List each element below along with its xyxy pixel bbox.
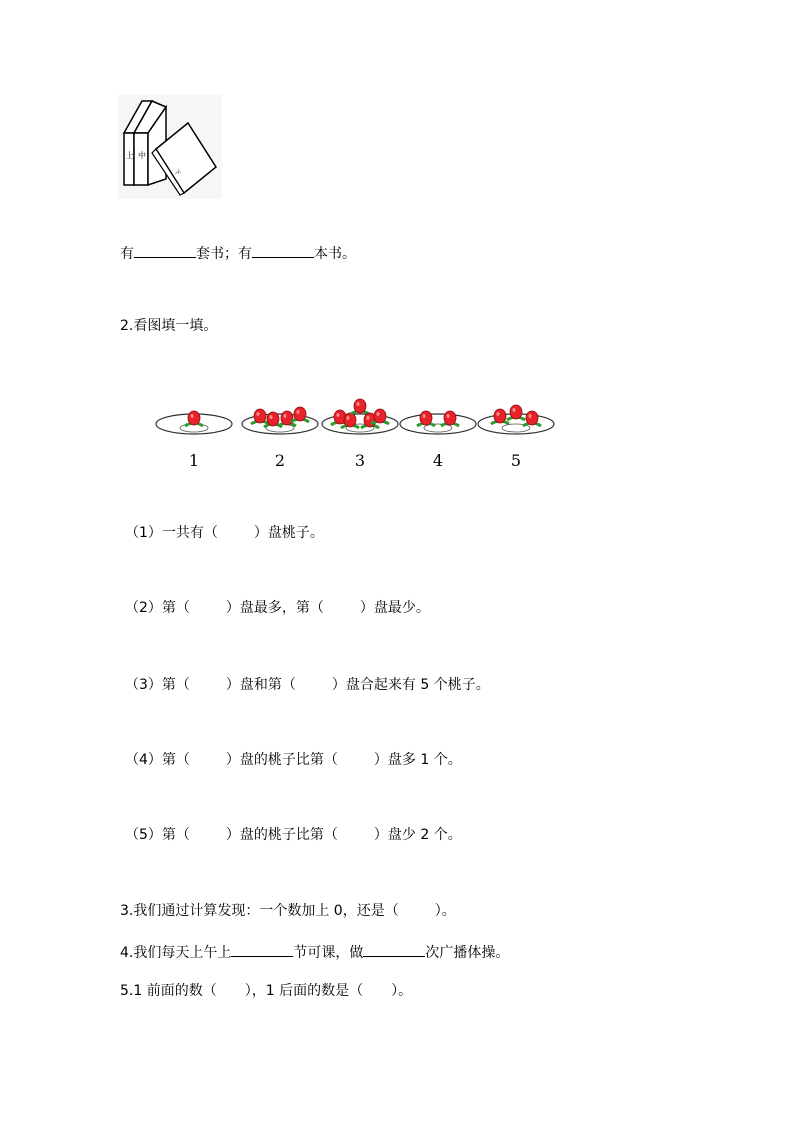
peach-icon <box>251 409 269 424</box>
plates-layer <box>156 399 554 470</box>
plate-1 <box>156 411 232 470</box>
sq4-b: ）盘的桃子比第（ <box>225 752 338 768</box>
peach-icon <box>371 409 389 424</box>
question-2-title: 2.看图填一填。 <box>120 318 218 334</box>
peach-icon <box>523 411 541 426</box>
sq5-b: ）盘的桃子比第（ <box>225 827 338 843</box>
sq4-c: ）盘多 1 个。 <box>373 752 462 768</box>
sub-question-1 <box>125 524 324 542</box>
question-1-line <box>120 243 356 263</box>
sq4-a: （4）第（ <box>125 752 190 768</box>
q1-prefix: 有 <box>120 246 134 262</box>
spine-label-1: 上 <box>126 151 134 160</box>
plate-5 <box>478 405 554 470</box>
sq1-b: ）盘桃子。 <box>253 525 324 541</box>
q1-suffix: 本书。 <box>314 246 356 262</box>
sq5-c: ）盘少 2 个。 <box>373 827 462 843</box>
q4-blank-2[interactable] <box>363 942 425 957</box>
peach-icon <box>491 409 509 424</box>
sub-question-4 <box>125 751 462 769</box>
sq2-b: ）盘最多，第（ <box>225 600 324 616</box>
plate-4 <box>400 411 476 470</box>
peach-icon <box>291 407 309 422</box>
plate-label: 2 <box>274 451 286 470</box>
sq3-a: （3）第（ <box>125 677 190 693</box>
plate-3 <box>322 399 398 470</box>
q5-a: 5.1 前面的数（ <box>120 983 217 999</box>
peach-icon <box>185 411 203 426</box>
sub-question-5 <box>125 826 462 844</box>
q3-a: 3.我们通过计算发现：一个数加上 0，还是（ <box>120 903 399 919</box>
q4-b: 节可课，做 <box>293 945 364 961</box>
plate-label: 4 <box>432 451 444 470</box>
sub-question-2 <box>125 599 430 617</box>
q5-c: ）。 <box>391 983 413 999</box>
q1-blank-books[interactable] <box>252 243 314 258</box>
plates-illustration <box>150 392 560 472</box>
sq1-a: （1）一共有（ <box>125 525 218 541</box>
q1-blank-sets[interactable] <box>134 243 196 258</box>
sq2-a: （2）第（ <box>125 600 190 616</box>
q4-blank-1[interactable] <box>231 942 293 957</box>
peach-icon <box>441 411 459 426</box>
peach-icon <box>417 411 435 426</box>
q4-a: 4.我们每天上午上 <box>120 945 232 961</box>
plate-label: 1 <box>188 451 200 470</box>
spine-label-2: 中 <box>138 151 146 160</box>
plate-2 <box>242 407 318 470</box>
q4-c: 次广播体操。 <box>425 945 510 961</box>
plate-label: 5 <box>510 451 522 470</box>
sub-question-3 <box>125 676 490 694</box>
q1-mid: 套书；有 <box>196 246 252 262</box>
sq5-a: （5）第（ <box>125 827 190 843</box>
sq3-b: ）盘和第（ <box>225 677 296 693</box>
question-5 <box>120 982 412 1000</box>
question-3 <box>120 902 456 920</box>
spine-label-3: 下 <box>172 167 182 177</box>
question-4 <box>120 942 509 962</box>
books-illustration <box>118 95 222 199</box>
q3-b: ）。 <box>434 903 456 919</box>
peach-icon <box>507 405 525 420</box>
q5-b: ），1 后面的数是（ <box>244 983 364 999</box>
sq2-c: ）盘最少。 <box>359 600 430 616</box>
plate-label: 3 <box>354 451 366 470</box>
sq3-c: ）盘合起来有 5 个桃子。 <box>331 677 490 693</box>
peach-icon <box>278 411 296 426</box>
peach-icon <box>351 399 369 414</box>
